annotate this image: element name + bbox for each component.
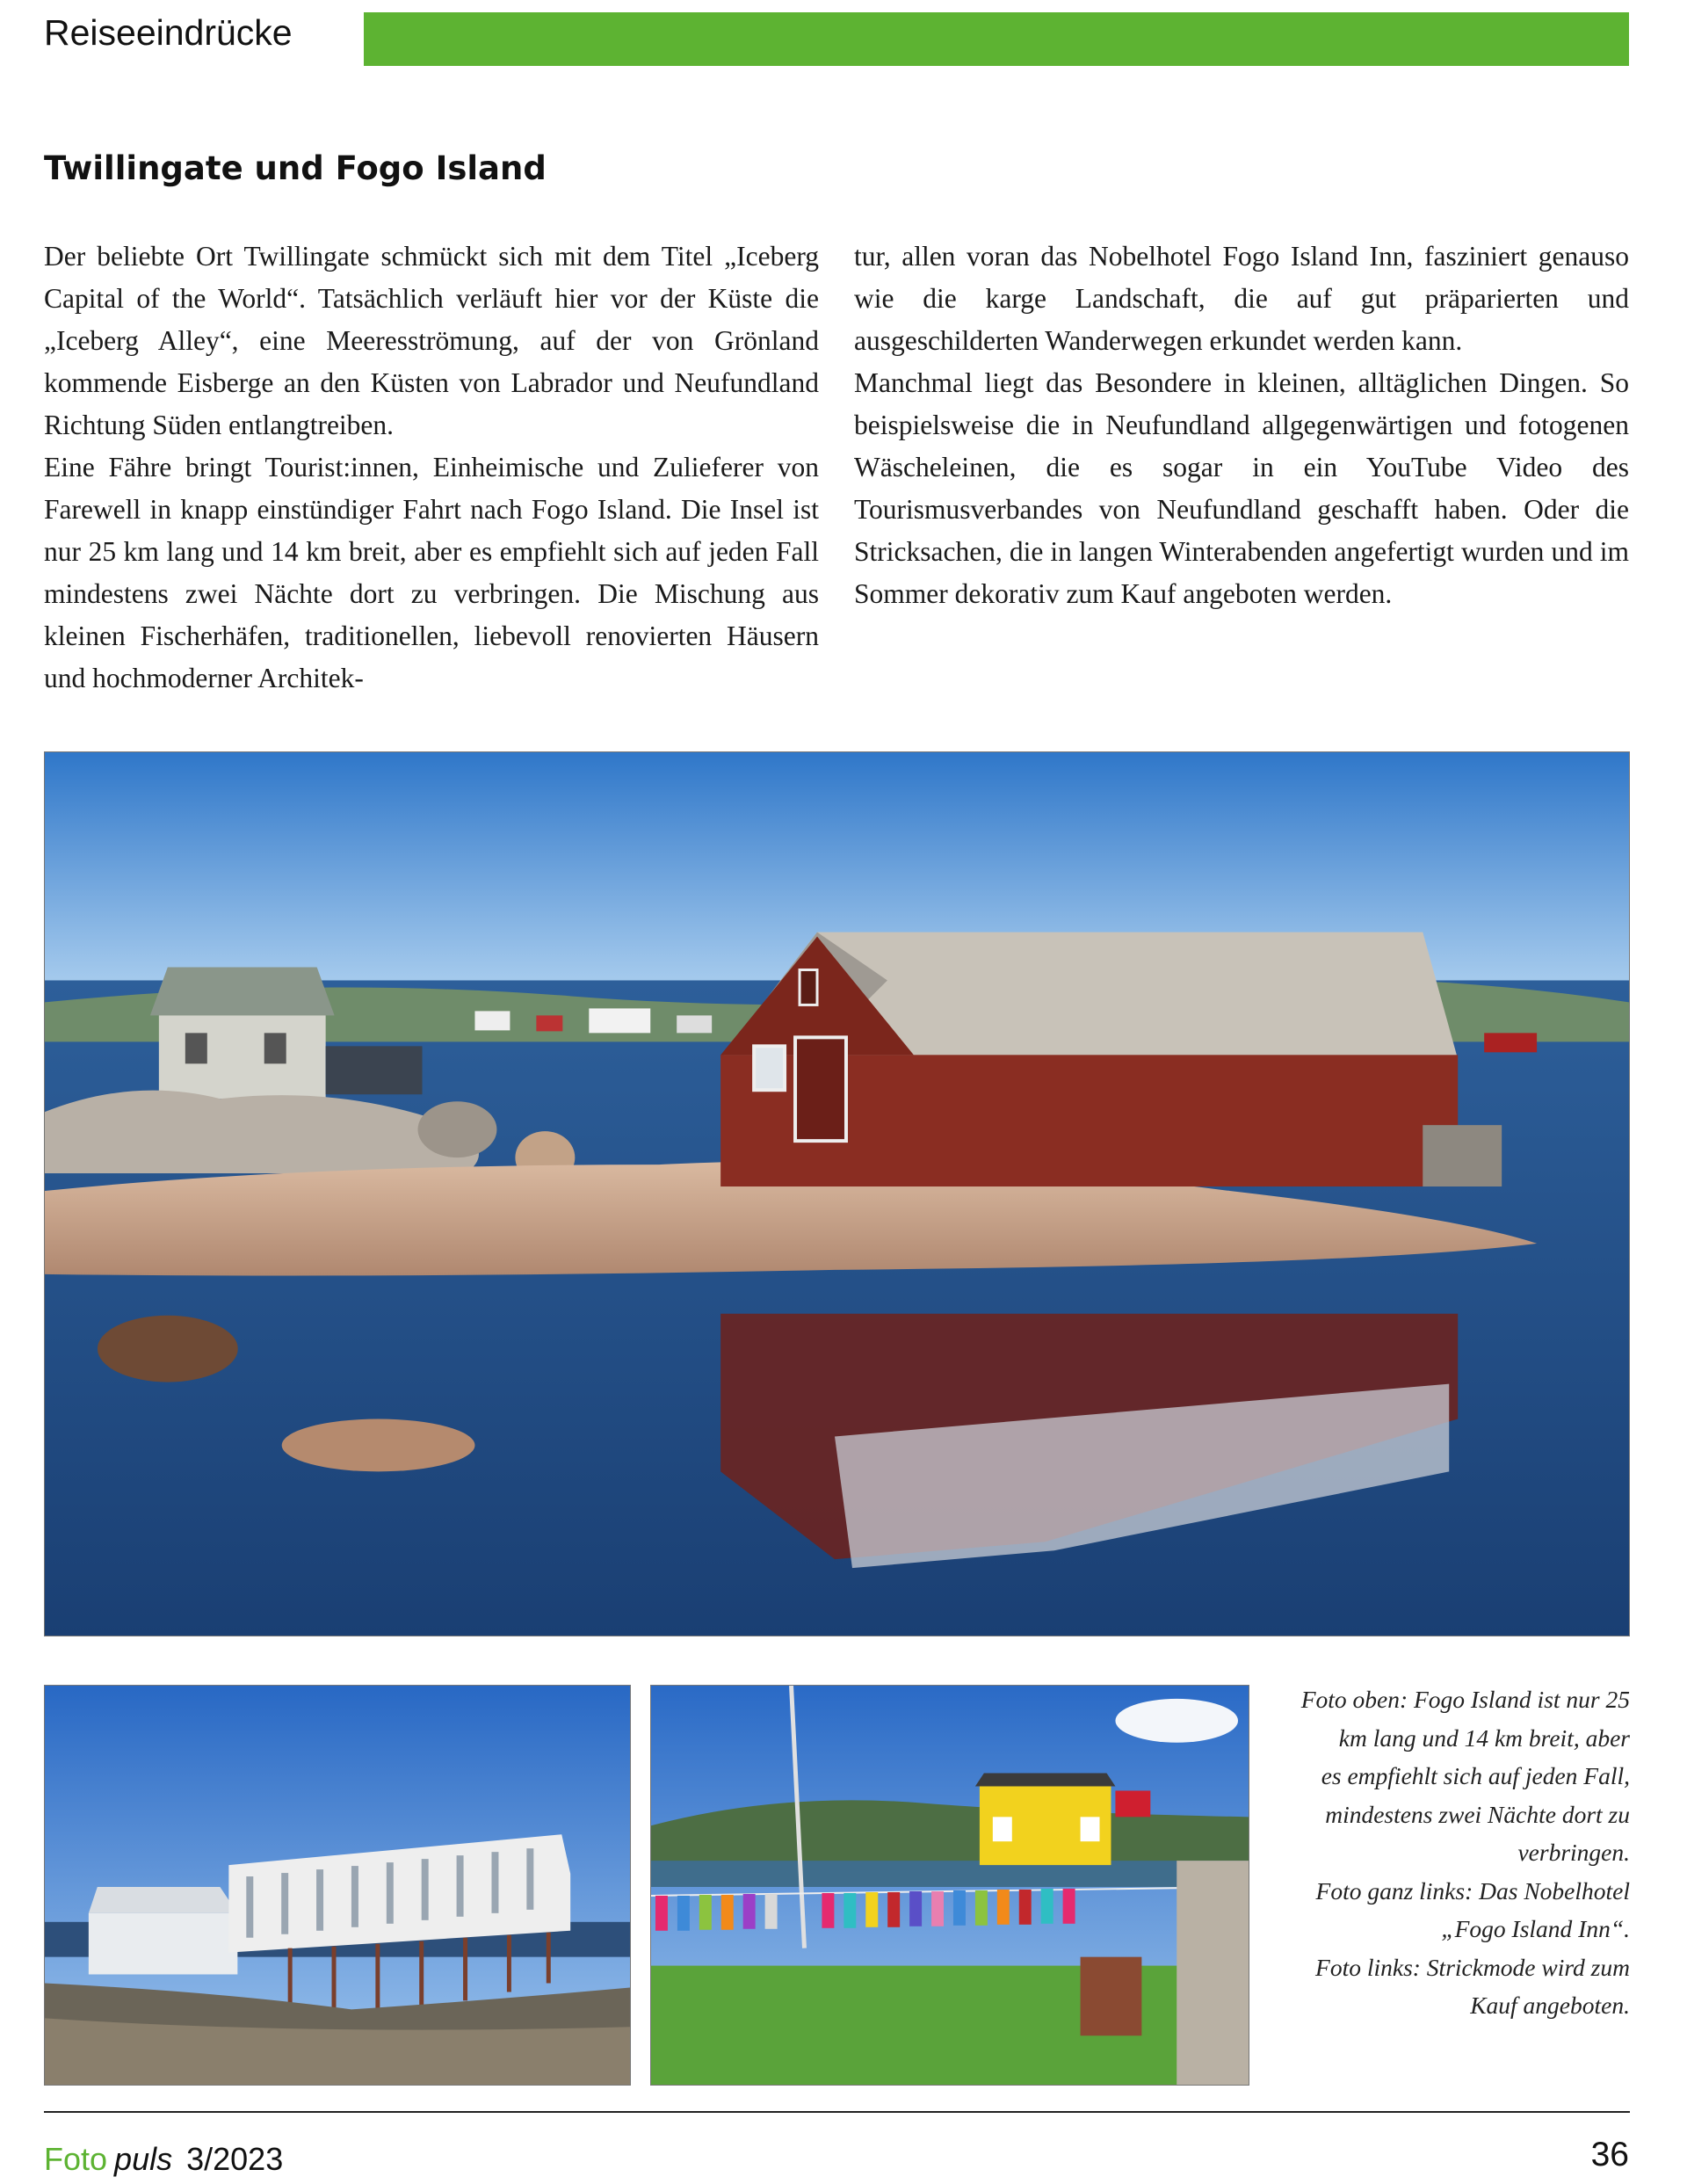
article-column-right — [854, 236, 1629, 615]
caption-line: Foto oben: Fogo Island ist nur 25 — [1300, 1686, 1630, 1713]
issue-number: 3/2023 — [186, 2141, 284, 2177]
paragraph: Eine Fähre bringt Tourist:innen, Einheimische und Zulieferer von Farewell in knapp einstündiger Fahrt nach Fogo Island. Die Insel ist nur 25 km lang und 14 km breit, aber es empfiehlt sich auf jeden Fall mindestens zwei Nächte dort zu verbringen. Die Mischung aus kleinen Fischerhäfen, traditionellen, liebevoll renovierten Häusern und hochmoderner Architek- — [44, 452, 819, 693]
paragraph: Der beliebte Ort Twillingate schmückt sich mit dem Titel „Iceberg Capital of the World“. Tatsächlich verläuft hier vor der Küste die „Iceberg Alley“, eine Meeresströmung, auf der von Grönland kommende Eisberge an den Küsten von Labrador und Neufundland Richtung Süden entlangtreiben. — [44, 241, 819, 440]
photo-fogo-island-inn — [44, 1685, 631, 2086]
magazine-brand — [44, 2141, 283, 2178]
paragraph: Manchmal liegt das Besondere in kleinen, alltäglichen Dingen. So beispielsweise die in Neufundland allgegenwärtigen und fotogenen Wäscheleinen, die es sogar in ein YouTube Video des Tourismusverbandes von Neufundland geschafft haben. Oder die Stricksachen, die in langen Winterabenden angefertigt wurden und im Sommer dekorativ zum Kauf angeboten werden. — [854, 367, 1629, 609]
brand-puls: puls — [114, 2141, 173, 2177]
header-accent-bar — [364, 12, 1629, 66]
photo-knitwear-clothesline — [650, 1685, 1249, 2086]
paragraph: tur, allen voran das Nobelhotel Fogo Island Inn, fasziniert genauso wie die karge Landschaft, die auf gut präparierten und ausgeschilderten Wanderwegen erkundet werden kann. — [854, 241, 1629, 356]
photo-caption — [1265, 1680, 1630, 2025]
caption-line: Foto links: Strickmode wird zum — [1315, 1953, 1630, 1981]
article-title: Twillingate und Fogo Island — [44, 149, 547, 187]
caption-line: Kauf angeboten. — [1470, 1992, 1630, 2019]
brand-foto: Foto — [44, 2141, 108, 2177]
caption-line: „Fogo Island Inn“. — [1441, 1915, 1630, 1942]
caption-line: es empfiehlt sich auf jeden Fall, — [1321, 1762, 1630, 1789]
caption-line: verbringen. — [1517, 1839, 1630, 1866]
caption-line: Foto ganz links: Das Nobelhotel — [1315, 1876, 1630, 1905]
section-label: Reiseeindrücke — [44, 12, 293, 53]
article-column-left — [44, 236, 819, 700]
caption-line: km lang und 14 km breit, aber — [1338, 1723, 1630, 1752]
footer-divider — [44, 2111, 1630, 2113]
caption-line: mindestens zwei Nächte dort zu — [1325, 1800, 1630, 1828]
photo-fishing-shed — [44, 751, 1630, 1636]
page-number: 36 — [1590, 2136, 1629, 2173]
